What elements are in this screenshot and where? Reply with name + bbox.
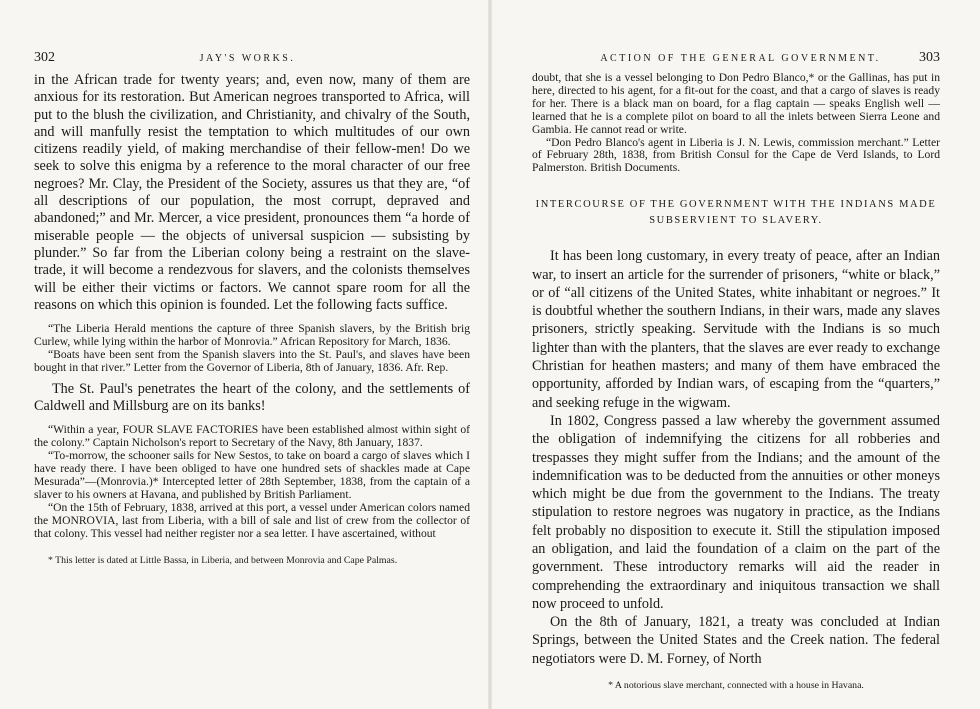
right-page-number: 303 xyxy=(918,50,940,65)
left-paragraph-1: in the African trade for twenty years; and, even now, many of them are anxious for its restoration. But American negroes transported to Africa, will put to the blush the civilization, and Christianity, and chivalry of the South, and will manfully resist the temptation to which multitudes of our own citizens readily yield, of making merchandise of their fellow-men! Do we seek to solve this enigma by a reference to the moral character of our free negroes? Mr. Clay, the President of the Society, assures us that they are, “of all descriptions of our population, the most corrupt, depraved and abandoned;” and Mr. Mercer, a vice president, pronounces them “a horde of miserable people — the objects of universal suspicion — subsisting by plunder.” So far from the Liberian colony being a restraint on the slave-trade, it will become a rendezvous for slavers, and the colonists themselves will be either their victims or factors. We cannot spare room for all the reasons on which this opinion is founded. Let the following facts suffice. xyxy=(34,72,470,313)
right-quote-last: “Don Pedro Blanco's agent in Liberia is J. N. Lewis, commission merchant.” Letter of February 28th, 1838, from British Consul for the Cape de Verd Islands, to Lord Palmerston. British Documents. xyxy=(532,135,940,175)
right-running-head xyxy=(532,50,940,72)
section-title: INTERCOURSE OF THE GOVERNMENT WITH THE INDIANS MADE SUBSERVIENT TO SLAVERY. xyxy=(535,199,937,227)
right-paragraph-1: It has been long customary, in every treaty of peace, after an Indian war, to insert an article for the surrender of prisoners, “white or black,” or of “all citizens of the United States, white inhabitant or negroes.” It is doubtful whether the southern Indians, in their wars, made any slaves prisoners, strictly speaking. Servitude with the Indians is so much lighter than with the planters, that the slaves are ever ready to exchange Christian for heathen masters; and many of them have embraced the opportunity, afforded by Indian wars, of escaping from the “quarters,” and seeking refuge in the wigwam. xyxy=(532,248,940,411)
left-quote-3: “Within a year, FOUR SLAVE FACTORIES have been established almost within sight of the colony.” Captain Nicholson's report to Secretary of the Navy, 8th January, 1837. xyxy=(34,423,470,450)
right-paragraph-2: In 1802, Congress passed a law whereby the government assumed the obligation of indemnifying the citizens for all robberies and trespasses they might suffer from the Indians; and the amount of the indemnification was to be deducted from the annuities or other moneys which might be due from the government to the Indians. The treaty stipulation to restore negroes was nugatory in practice, as the Indians felt probably no disposition to execute it. Still the stipulation imposed an obligation, and laid the foundation of a claim on the part of the government. These introductory remarks will aid the reader in comprehending the extraordinary and iniquitous transaction we shall now proceed to unfold. xyxy=(532,412,940,612)
left-quote-4: “To-morrow, the schooner sails for New Sestos, to take on board a cargo of slaves which I have ready there. I have been obliged to have one hundred sets of shackles made at Cape Mesurada”—(Monrovia.)* Intercepted letter of 28th September, 1838, from the captain of a slaver to his owners at Havana, and published by British Parliament. xyxy=(34,449,470,501)
left-page-number: 302 xyxy=(34,50,55,65)
right-page xyxy=(490,0,980,709)
left-running-title: JAY'S WORKS. xyxy=(199,53,296,64)
right-footnote: * A notorious slave merchant, connected with a house in Havana. xyxy=(608,680,864,692)
left-quote-5: “On the 15th of February, 1838, arrived at this port, a vessel under American colors named the MONROVIA, last from Liberia, with a bill of sale and list of crew from the collector of that colony. This vessel had neither register nor a sea letter. I have ascertained, without xyxy=(34,500,470,540)
right-quote-continued: doubt, that she is a vessel belonging to Don Pedro Blanco,* or the Gallinas, has put in here, directed to his agent, for a fit-out for the coast, and that a cargo of slaves is ready for her. There is a black man on board, for a flag captain — speaks English well — learned that he is a complete pilot on board to all the inlets between Sierra Leone and Gambia. He cannot read or write. xyxy=(532,71,940,136)
left-running-head xyxy=(34,50,470,72)
left-paragraph-2: The St. Paul's penetrates the heart of the colony, and the settlements of Caldwell and Millsburg are on its banks! xyxy=(34,380,470,415)
right-paragraph-3: On the 8th of January, 1821, a treaty was concluded at Indian Springs, between the United States and the Creek nation. The federal negotiators were D. M. Forney, of North xyxy=(532,614,940,667)
left-quote-2: “Boats have been sent from the Spanish slavers into the St. Paul's, and slaves have been bought in that river.” Letter from the Governor of Liberia, 8th of January, 1836. Afr. Rep. xyxy=(34,347,470,374)
right-running-title: ACTION OF THE GENERAL GOVERNMENT. xyxy=(600,53,881,64)
left-quote-1: “The Liberia Herald mentions the capture of three Spanish slavers, by the British brig Curlew, while lying within the harbor of Monrovia.” African Repository for March, 1836. xyxy=(34,322,470,349)
left-footnote: * This letter is dated at Little Bassa, in Liberia, and between Monrovia and Cape Palmas. xyxy=(48,554,398,566)
